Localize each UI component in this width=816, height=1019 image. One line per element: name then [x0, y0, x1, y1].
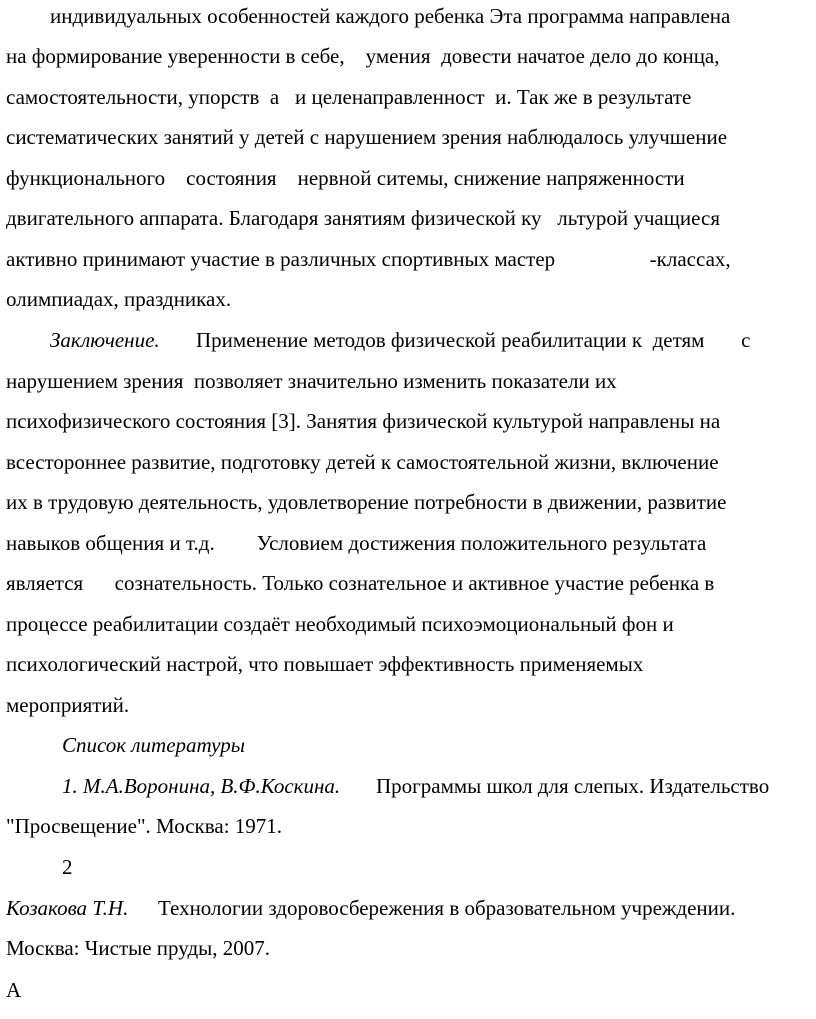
paragraph-line: самостоятельности, упорств а и целенаправленност и. Так же в результате [6, 85, 692, 109]
reference-2-publisher: Москва: Чистые пруды, 2007. [6, 936, 270, 960]
reference-2-author: Козакова Т.Н. [6, 896, 129, 920]
paragraph-line: является сознательность. Только сознательное и активное участие ребенка в [6, 571, 715, 595]
reference-2-title: Технологии здоровосбережения в образовательном учреждении. [158, 896, 736, 920]
paragraph-line: на формирование уверенности в себе, умения довести начатое дело до конца, [6, 44, 720, 68]
paragraph-line: их в трудовую деятельность, удовлетворение потребности в движении, развитие [6, 490, 727, 514]
trailing-text: А [6, 978, 22, 1002]
paragraph-line: процессе реабилитации создаёт необходимый психоэмоциональный фон и [6, 612, 674, 636]
list-marker: 2 [62, 855, 73, 879]
paragraph-line: активно принимают участие в различных спортивных мастер -классах, [6, 247, 731, 271]
paragraph-line: психофизического состояния [3]. Занятия физической культурой направлены на [6, 409, 721, 433]
paragraph-line: индивидуальных особенностей каждого ребенка Эта программа направлена [50, 4, 731, 28]
paragraph-line: психологический настрой, что повышает эффективность применяемых [6, 652, 644, 676]
reference-1-author: 1. М.А.Воронина, В.Ф.Коскина. [62, 774, 341, 798]
paragraph-line: двигательного аппарата. Благодаря занятиям физической ку льтурой учащиеся [6, 206, 720, 230]
paragraph-line: нарушением зрения позволяет значительно изменить показатели их [6, 369, 617, 393]
reference-1-title: Программы школ для слепых. Издательство [376, 774, 770, 798]
paragraph-line: навыков общения и т.д. Условием достижения положительного результата [6, 531, 707, 555]
paragraph-line: олимпиадах, праздниках. [6, 287, 232, 311]
reference-1-publisher: "Просвещение". Москва: 1971. [6, 814, 283, 838]
paragraph-line: всестороннее развитие, подготовку детей к самостоятельной жизни, включение [6, 450, 719, 474]
paragraph-line: систематических занятий у детей с нарушением зрения наблюдалось улучшение [6, 125, 728, 149]
paragraph-line: мероприятий. [6, 693, 130, 717]
paragraph-line: функционального состояния нервной ситемы, снижение напряженности [6, 166, 685, 190]
conclusion-heading: Заключение. [50, 328, 160, 352]
paragraph-line: Применение методов физической реабилитации к детям с [196, 328, 751, 352]
references-heading: Список литературы [62, 733, 245, 757]
